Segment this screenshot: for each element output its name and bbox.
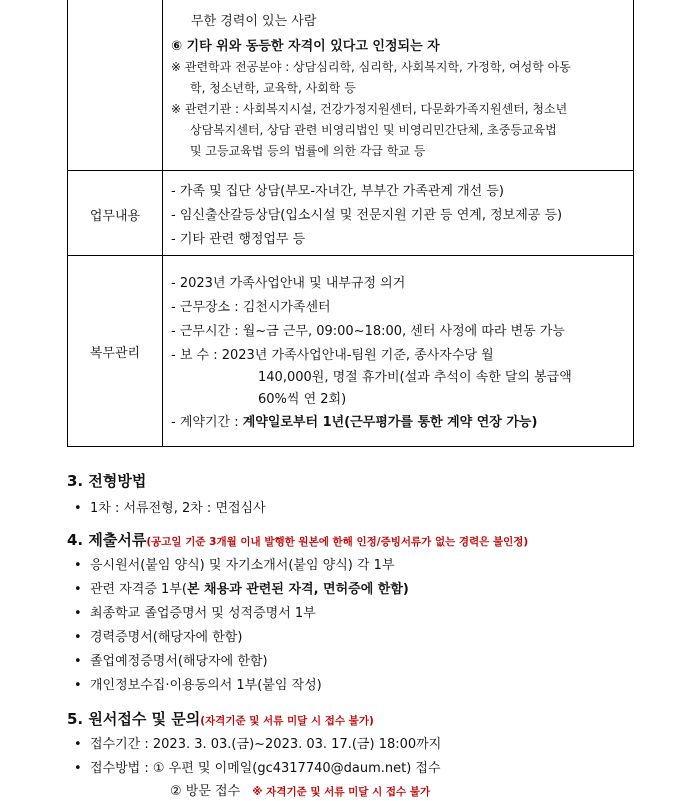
bullet-icon: • <box>74 582 82 597</box>
qualification-line: 상담복지센터, 상담 관련 비영리법인 및 비영리민간단체, 초중등교육법 <box>190 123 557 137</box>
service-line: - 근무시간 : 월~금 근무, 09:00~18:00, 센터 사정에 따라 변동 가능 <box>171 324 565 339</box>
list-item <box>74 578 409 597</box>
list-item <box>74 497 266 516</box>
bullet-icon: • <box>74 630 82 645</box>
section-4-note: (공고일 기준 3개월 이내 발행한 원본에 한해 인정/증빙서류가 없는 경력은 불인정) <box>146 536 529 548</box>
service-line <box>171 411 537 430</box>
list-item <box>74 602 316 621</box>
duties-label: 업무내용 <box>89 209 141 224</box>
list-item-text: 관련 자격증 1부( <box>90 582 187 597</box>
list-item-text: 최종학교 졸업증명서 및 성적증명서 1부 <box>90 606 316 621</box>
section-5-title-text: 5. 원서접수 및 문의 <box>67 710 201 728</box>
list-item-text: 경력증명서(해당자에 한함) <box>90 630 243 645</box>
service-line: 60%씩 연 2회) <box>258 392 347 407</box>
service-line: - 보 수 : 2023년 가족사업안내-팀원 기준, 종사자수당 월 <box>171 348 494 363</box>
list-item-text: 응시원서(붙임 양식) 및 자기소개서(붙임 양식) 각 1부 <box>90 558 395 573</box>
list-item <box>74 757 441 776</box>
service-line: - 2023년 가족사업안내 및 내부규정 의거 <box>171 276 406 291</box>
contract-label: - 계약기간 : <box>171 415 243 430</box>
list-item <box>74 650 268 669</box>
list-item <box>74 554 395 573</box>
service-label: 복무관리 <box>89 346 141 361</box>
list-item-text: 접수기간 : 2023. 3. 03.(금)~2023. 03. 17.(금) 18:00까지 <box>90 737 442 752</box>
bullet-icon: • <box>74 606 82 621</box>
qualification-line: ※ 관련기관 : 사회복지시설, 건강가정지원센터, 다문화가족지원센터, 청소년 <box>171 102 568 116</box>
list-item-text: 1차 : 서류전형, 2차 : 면접심사 <box>90 501 266 516</box>
recruitment-table <box>67 0 634 447</box>
qualification-line: 및 고등교육법 등의 법률에 의한 각급 학교 등 <box>190 144 426 158</box>
duties-line: - 기타 관련 행정업무 등 <box>171 232 306 247</box>
list-item <box>74 626 242 645</box>
section-4-title-text: 4. 제출서류 <box>67 531 147 549</box>
duties-line: - 가족 및 집단 상담(부모-자녀간, 부부간 가족관계 개선 등) <box>171 184 504 199</box>
qualification-line: 학, 청소년학, 교육학, 사회학 등 <box>190 81 356 95</box>
visit-row <box>170 780 430 799</box>
section-5-title <box>67 708 374 729</box>
visit-text: ② 방문 접수 <box>170 784 241 799</box>
service-line: 140,000원, 명절 휴가비(설과 추석이 속한 달의 봉급액 <box>258 370 572 385</box>
bullet-icon: • <box>74 737 82 752</box>
visit-note: ※ 자격기준 및 서류 미달 시 접수 불가 <box>252 786 431 798</box>
bullet-icon: • <box>74 654 82 669</box>
section-4-title <box>67 529 528 550</box>
service-line: - 근무장소 : 김천시가족센터 <box>171 300 331 315</box>
list-item-text: 졸업예정증명서(해당자에 한함) <box>90 654 268 669</box>
bullet-icon: • <box>74 761 82 776</box>
table-row-divider <box>68 170 633 171</box>
bullet-icon: • <box>74 558 82 573</box>
list-item-text: 개인정보수집·이용동의서 1부(붙임 작성) <box>90 678 322 693</box>
list-item <box>74 733 441 752</box>
table-column-divider <box>162 0 163 446</box>
duties-line: - 임신출산갈등상담(입소시설 및 전문지원 기관 등 연계, 정보제공 등) <box>171 208 563 223</box>
qualification-line: 무한 경력이 있는 사람 <box>191 14 317 29</box>
section-3-title: 3. 전형방법 <box>67 472 147 490</box>
list-item-text-bold: 본 채용과 관련된 자격, 면허증에 한함) <box>186 582 409 597</box>
contract-value: 계약일로부터 1년(근무평가를 통한 계약 연장 가능) <box>242 415 538 430</box>
table-row-divider <box>68 255 633 256</box>
list-item-text: 접수방법 : ① 우편 및 이메일(gc4317740@daum.net) 접수 <box>90 761 441 776</box>
list-item <box>74 674 322 693</box>
bullet-icon: • <box>74 501 82 516</box>
bullet-icon: • <box>74 678 82 693</box>
qualification-line: ※ 관련학과 전공분야 : 상담심리학, 심리학, 사회복지학, 가정학, 여성학 아동 <box>171 60 571 74</box>
section-5-note: (자격기준 및 서류 미달 시 접수 불가) <box>200 715 374 727</box>
qualification-line: ⑥ 기타 위와 동등한 자격이 있다고 인정되는 자 <box>171 39 440 54</box>
